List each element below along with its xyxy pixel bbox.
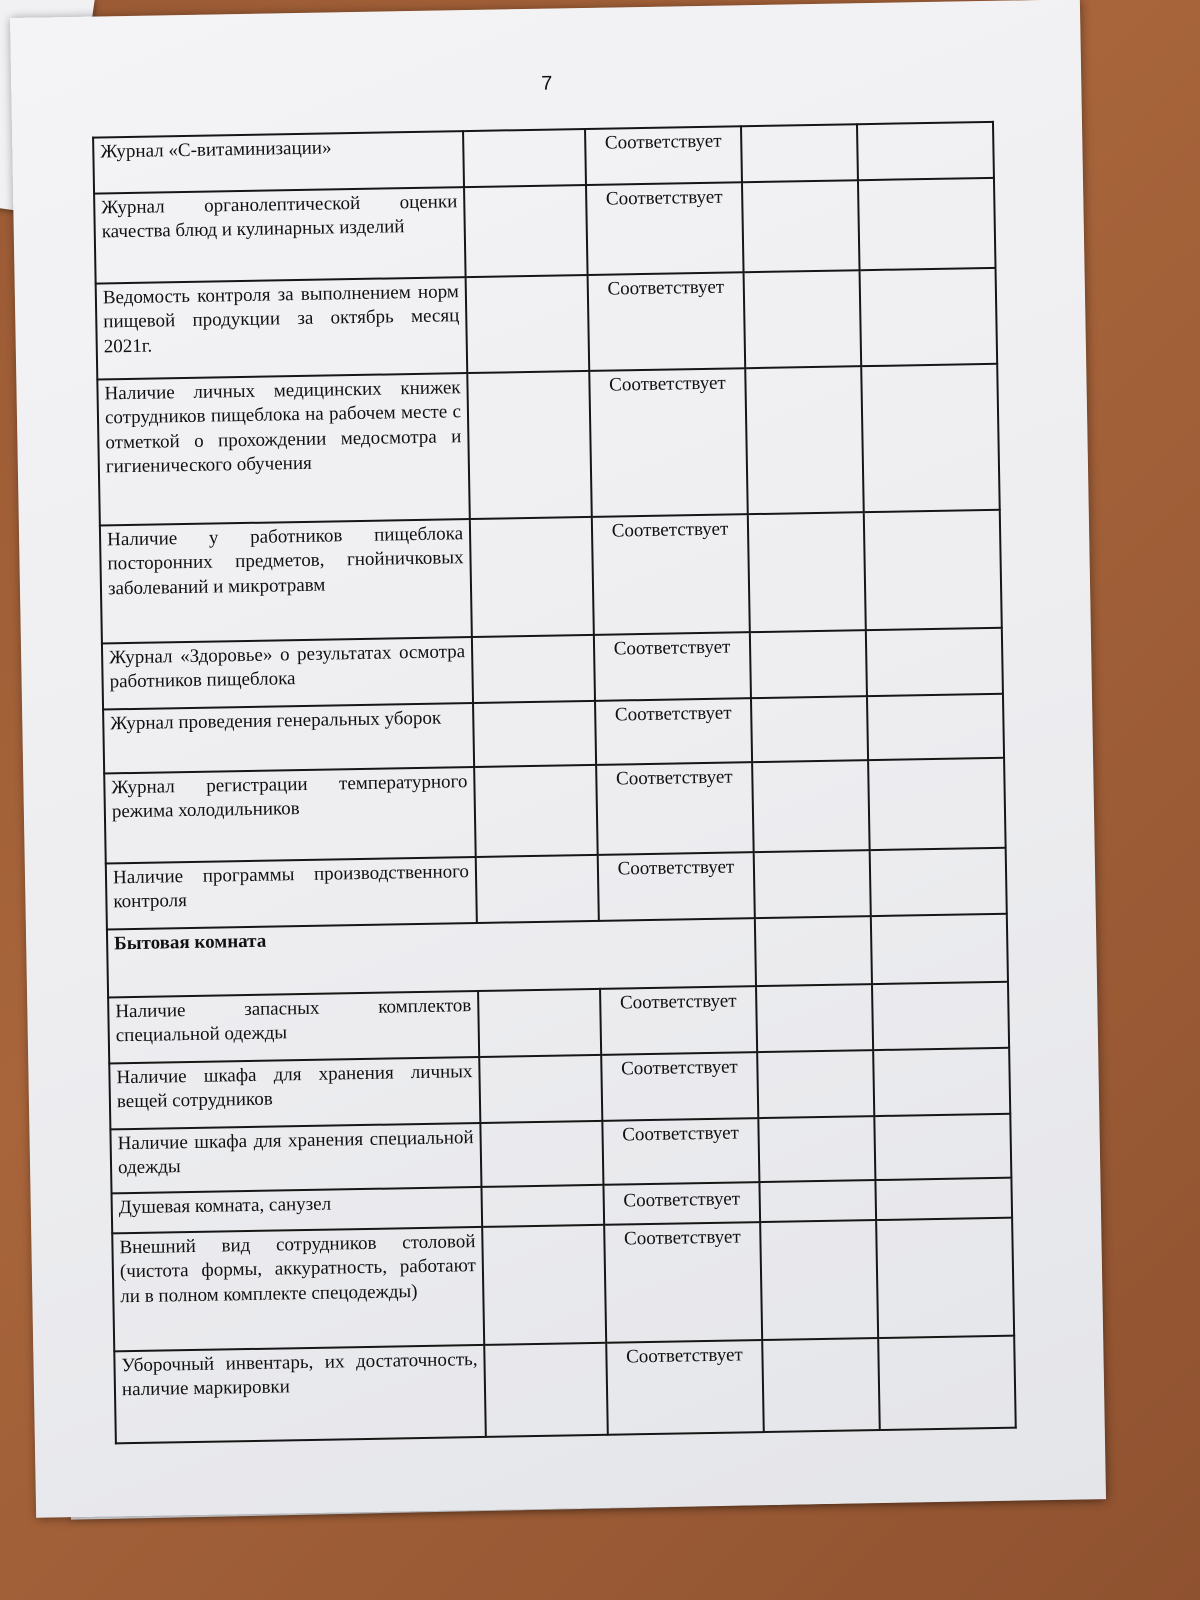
status-cell: Соответствует (588, 272, 746, 371)
status-cell: Соответствует (594, 632, 751, 701)
empty-cell (872, 982, 1009, 1050)
empty-cell (756, 984, 873, 1052)
item-name: Журнал органолептической оценки качества блюд и кулинарных изделий (94, 187, 466, 283)
empty-cell (759, 1180, 876, 1222)
empty-cell (874, 1114, 1011, 1180)
status-cell: Соответствует (604, 1222, 762, 1343)
empty-cell (476, 855, 599, 923)
empty-cell (864, 510, 1002, 630)
empty-cell (873, 1048, 1010, 1116)
item-name: Внешний вид сотрудников столовой (чистота формы, аккуратность, работают ли в полном комплекте спецодежды) (112, 1227, 484, 1351)
empty-cell (742, 180, 860, 272)
empty-cell (484, 1343, 608, 1437)
empty-cell (858, 178, 996, 270)
item-name: Наличие программы производственного контроля (106, 857, 477, 929)
empty-cell (482, 1225, 606, 1345)
status-cell: Соответствует (596, 762, 754, 855)
empty-cell (473, 701, 596, 767)
table-row (104, 758, 1005, 864)
empty-cell (875, 1178, 1012, 1220)
empty-cell (878, 1336, 1016, 1430)
status-cell: Соответствует (585, 126, 742, 185)
empty-cell (867, 694, 1004, 760)
status-cell: Соответствует (603, 1182, 760, 1225)
empty-cell (758, 1116, 875, 1182)
status-cell: Соответствует (600, 986, 757, 1055)
empty-cell (467, 371, 592, 519)
empty-cell (474, 765, 598, 857)
empty-cell (464, 185, 588, 277)
item-name: Журнал «Здоровье» о результатах осмотра работников пищеблока (102, 637, 473, 709)
table-row (94, 178, 995, 284)
item-name: Душевая комната, санузел (112, 1187, 483, 1233)
empty-cell (481, 1185, 604, 1227)
empty-cell (760, 1220, 878, 1340)
empty-cell (472, 635, 595, 703)
item-name: Наличие запасных комплектов специальной одежды (108, 991, 479, 1063)
table-row (97, 364, 999, 526)
empty-cell (463, 129, 586, 187)
status-cell: Соответствует (598, 852, 755, 921)
empty-cell (480, 1121, 603, 1187)
status-cell: Соответствует (601, 1052, 758, 1121)
table-row (100, 510, 1002, 644)
empty-cell (751, 696, 868, 762)
empty-cell (871, 914, 1008, 984)
empty-cell (861, 364, 1000, 512)
empty-cell (750, 630, 867, 698)
empty-cell (866, 628, 1003, 696)
document-page (10, 0, 1106, 1518)
empty-cell (870, 848, 1007, 916)
empty-cell (860, 268, 998, 366)
empty-cell (752, 760, 870, 852)
empty-cell (466, 275, 590, 373)
section-title: Бытовая комната (107, 918, 756, 997)
empty-cell (754, 850, 871, 918)
status-cell: Соответствует (595, 698, 752, 765)
item-name: Журнал проведения генеральных уборок (103, 703, 474, 773)
item-name: Наличие шкафа для хранения специальной одежды (110, 1123, 481, 1193)
table-row (96, 268, 998, 380)
empty-cell (857, 122, 994, 180)
item-name: Уборочный инвентарь, их достаточность, наличие маркировки (114, 1345, 486, 1443)
item-name: Наличие шкафа для хранения личных вещей сотрудников (109, 1057, 480, 1129)
empty-cell (745, 366, 864, 514)
status-cell: Соответствует (592, 514, 750, 635)
empty-cell (478, 989, 601, 1057)
empty-cell (755, 916, 872, 986)
empty-cell (876, 1218, 1014, 1338)
page-number: 7 (541, 72, 553, 95)
item-name: Наличие у работников пищеблока посторонних предметов, гнойничковых заболеваний и микротравм (100, 519, 472, 643)
status-cell: Соответствует (606, 1340, 764, 1435)
status-cell: Соответствует (586, 182, 744, 275)
empty-cell (741, 124, 858, 182)
status-cell: Соответствует (602, 1118, 759, 1185)
table-row (114, 1336, 1015, 1444)
empty-cell (757, 1050, 874, 1118)
table-row (112, 1218, 1014, 1352)
empty-cell (479, 1055, 602, 1123)
item-name: Ведомость контроля за выполнением норм пищевой продукции за октябрь месяц 2021г. (96, 277, 468, 379)
status-cell: Соответствует (589, 368, 748, 517)
checklist-table (92, 121, 1017, 1445)
item-name: Наличие личных медицинских книжек сотрудников пищеблока на рабочем месте с отметкой о прохождении медосмотра и гигиенического обучения (97, 373, 469, 525)
item-name: Журнал регистрации температурного режима холодильников (104, 767, 476, 863)
empty-cell (762, 1338, 880, 1432)
empty-cell (748, 512, 866, 632)
item-name: Журнал «С-витаминизации» (93, 131, 464, 193)
empty-cell (744, 270, 862, 368)
empty-cell (868, 758, 1006, 850)
empty-cell (470, 517, 594, 637)
